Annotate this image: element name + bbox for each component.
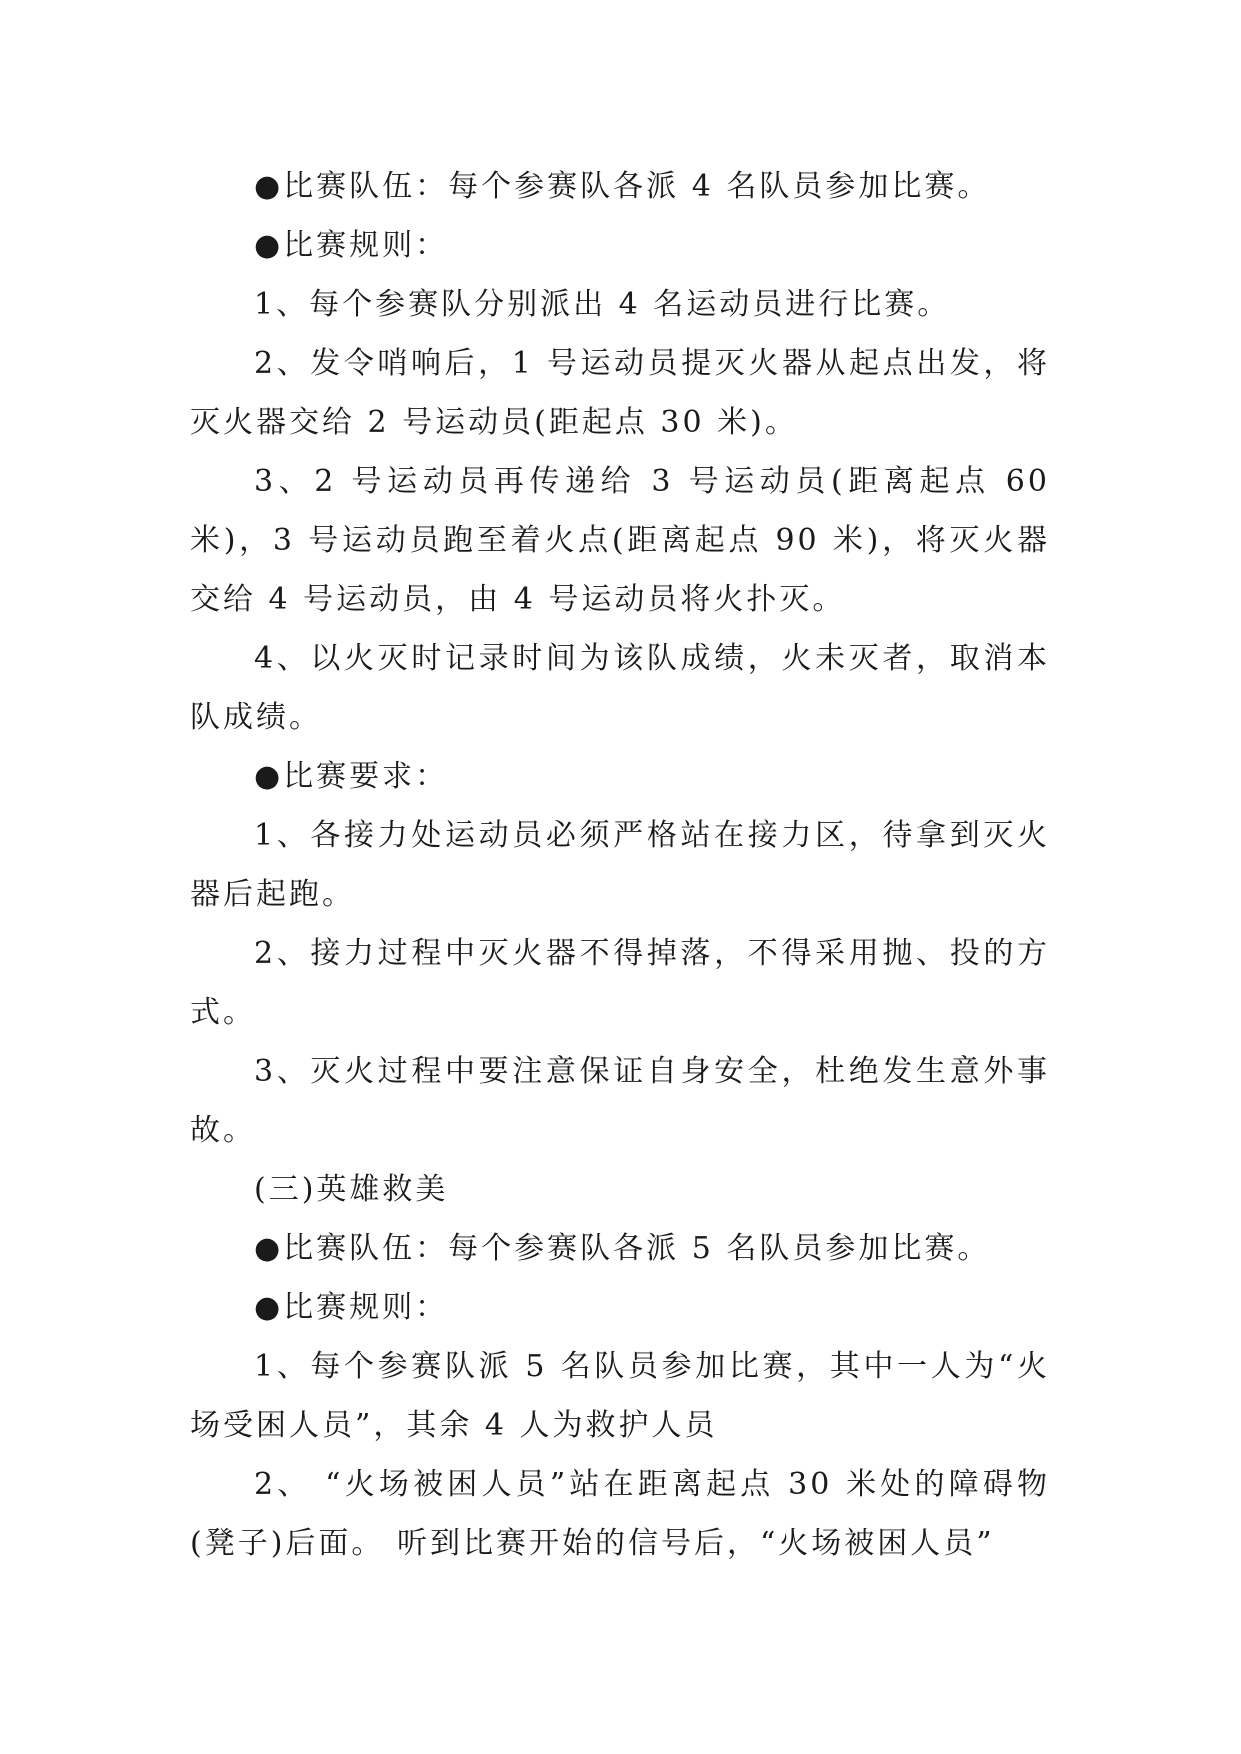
requirement-2: 2、接力过程中灭火器不得掉落，不得采用抛、投的方式。: [190, 936, 1050, 1030]
heading-requirements: ●比赛要求：: [254, 759, 449, 794]
rule-1-1: 1、每个参赛队分别派出 4 名运动员进行比赛。: [254, 287, 951, 322]
rule-1-2: 2、发令哨响后，1 号运动员提灭火器从起点出发，将灭火器交给 2 号运动员(距起点 30 米)。: [190, 346, 1050, 440]
rule-2-1: 1、每个参赛队派 5 名队员参加比赛，其中一人为“火场受困人员”，其余 4 人为救护人员: [190, 1349, 1050, 1443]
rule-1-4: 4、以火灭时记录时间为该队成绩，火未灭者，取消本队成绩。: [190, 641, 1050, 735]
heading-rules-2: ●比赛规则：: [254, 1290, 449, 1325]
paragraph-team-5: ●比赛队伍：每个参赛队各派 5 名队员参加比赛。: [254, 1231, 991, 1266]
paragraph-team-4: ●比赛队伍：每个参赛队各派 4 名队员参加比赛。: [254, 169, 991, 204]
requirement-3: 3、灭火过程中要注意保证自身安全，杜绝发生意外事故。: [190, 1054, 1050, 1148]
requirement-1: 1、各接力处运动员必须严格站在接力区，待拿到灭火器后起跑。: [190, 818, 1050, 912]
heading-rules-1: ●比赛规则：: [254, 228, 449, 263]
rule-1-3: 3、2 号运动员再传递给 3 号运动员(距离起点 60 米)，3 号运动员跑至着火点(距离起点 90 米)，将灭火器交给 4 号运动员，由 4 号运动员将火扑灭。: [190, 464, 1050, 617]
document-body: [190, 157, 1050, 1573]
section-heading-3: (三)英雄救美: [254, 1172, 449, 1207]
rule-2-2: 2、 “火场被困人员”站在距离起点 30 米处的障碍物(凳子)后面。 听到比赛开始的信号后，“火场被困人员”: [190, 1467, 1050, 1561]
